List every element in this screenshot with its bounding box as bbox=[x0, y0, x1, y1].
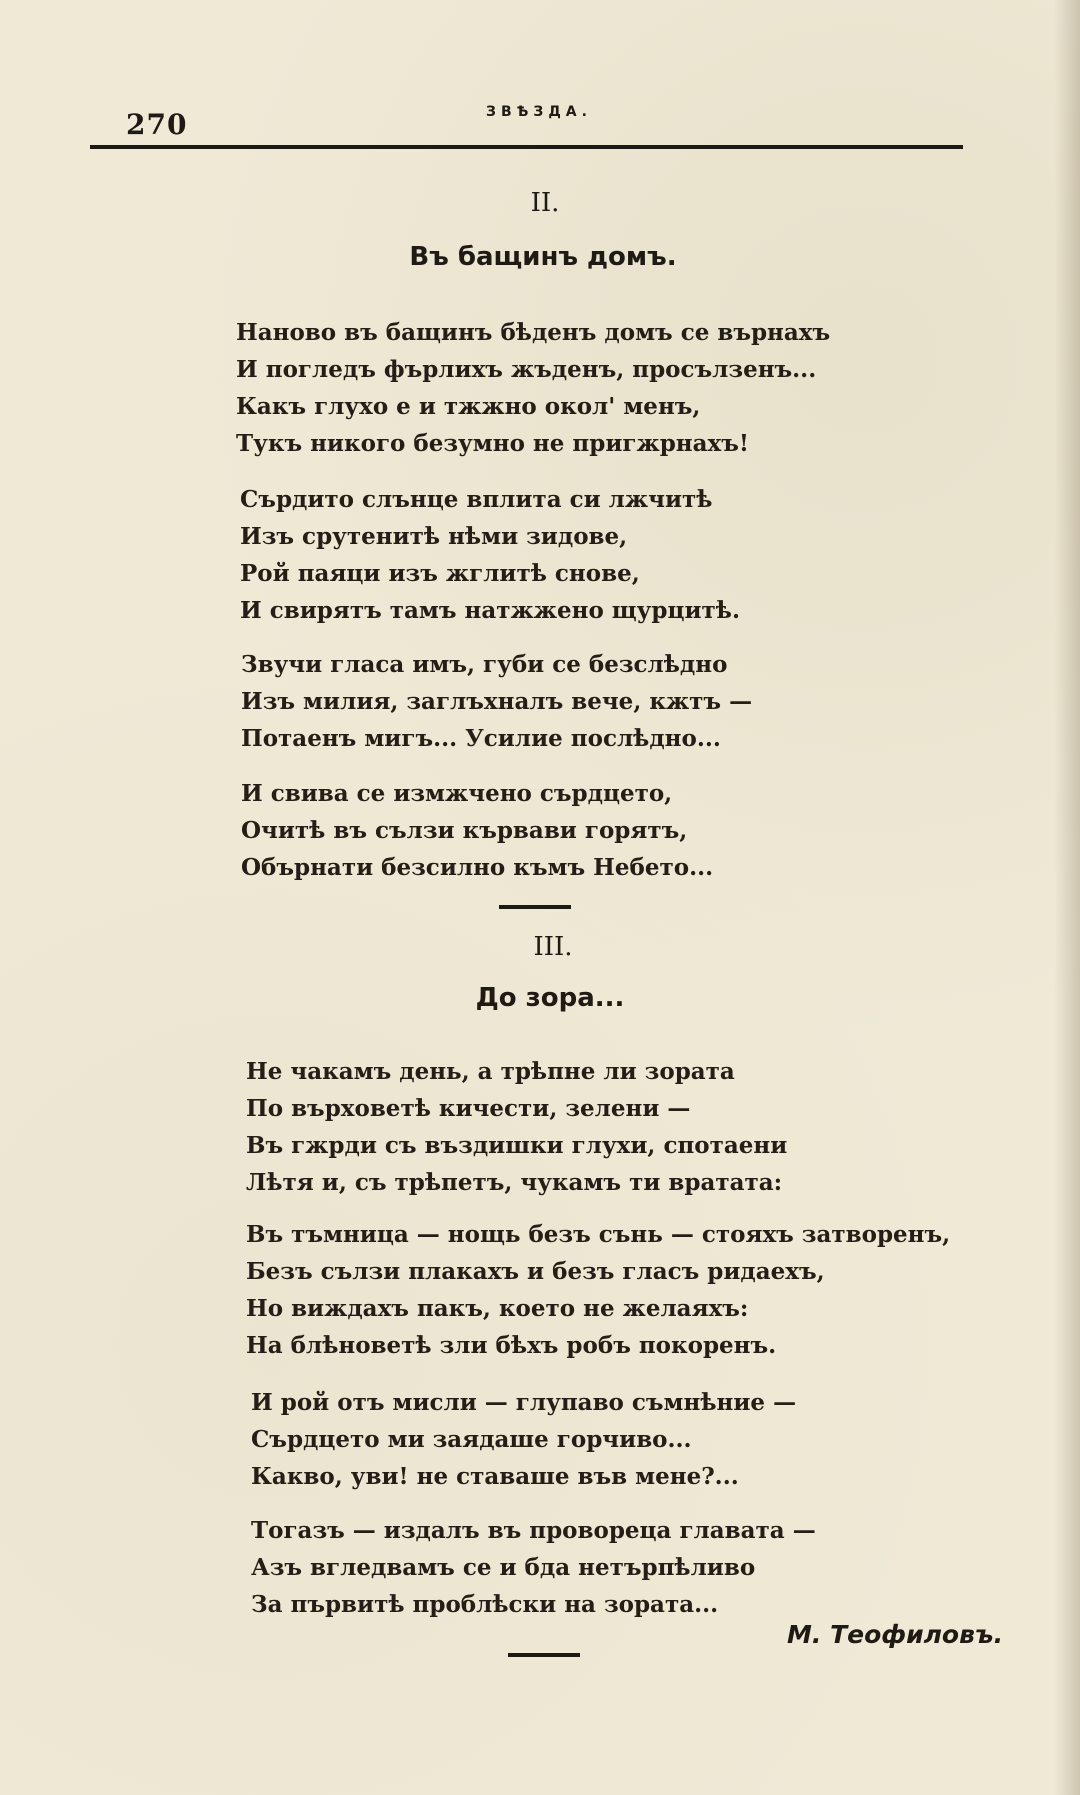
poem-line: Изъ срутенитѣ нѣми зидове, bbox=[240, 523, 628, 550]
poem-line: Какъ глухо е и тжжно окол' менъ, bbox=[236, 393, 701, 420]
poem-line: Тогазъ — издалъ въ проворецa главата — bbox=[251, 1517, 816, 1544]
poem-line: Не чакамъ день, а трѣпне ли зората bbox=[246, 1058, 735, 1085]
poem-3-stanza-4 bbox=[251, 1512, 816, 1623]
page-number: 270 bbox=[126, 108, 188, 141]
running-header-title: ЗВѢЗДА. bbox=[486, 104, 592, 120]
poem-line: Изъ милия, заглъхналъ вече, кжтъ — bbox=[241, 688, 753, 715]
poem-line: Въ тъмница — нощь безъ сънь — стояхъ затворенъ, bbox=[246, 1221, 951, 1248]
poem-title-do-zora: До зора... bbox=[475, 983, 625, 1013]
poem-3-stanza-2 bbox=[246, 1216, 950, 1364]
poem-line: Звучи гласа имъ, губи се безслѣдно bbox=[241, 651, 728, 678]
poem-3-stanza-1 bbox=[246, 1053, 787, 1201]
section-number-2: II. bbox=[530, 188, 560, 218]
poem-line: Какво, уви! не ставаше във мене?... bbox=[251, 1463, 739, 1490]
poem-line: Сърдцето ми заядаше горчиво... bbox=[251, 1426, 692, 1453]
poem-line: На блѣноветѣ зли бѣхъ робъ покоренъ. bbox=[246, 1332, 777, 1359]
poem-2-stanza-3 bbox=[241, 646, 752, 757]
poem-line: Рой паяци изъ жглитѣ снове, bbox=[240, 560, 640, 587]
poem-line: И погледъ фърлихъ жъденъ, просълзенъ... bbox=[236, 356, 817, 383]
section-divider-rule bbox=[499, 905, 571, 909]
poem-2-stanza-2 bbox=[240, 481, 740, 629]
poem-line: За първитѣ проблѣски на зората... bbox=[251, 1591, 719, 1618]
poem-line: И свирятъ тамъ натжжено щурцитѣ. bbox=[240, 597, 740, 624]
poem-line: Обърнати безсилно къмъ Небето... bbox=[241, 854, 714, 881]
poem-line: Сърдито слънце вплита си лжчитѣ bbox=[240, 486, 713, 513]
section-number-3: III. bbox=[533, 932, 573, 962]
poem-line: Безъ сълзи плакахъ и безъ гласъ ридаехъ, bbox=[246, 1258, 825, 1285]
poem-line: Азъ вгледвамъ се и бда нетърпѣливо bbox=[251, 1554, 756, 1581]
poem-line: И рой отъ мисли — глупаво съмнѣние — bbox=[251, 1389, 797, 1416]
poem-line: Потаенъ мигъ... Усилие послѣдно... bbox=[241, 725, 721, 752]
author-signature: М. Теофиловъ. bbox=[787, 1620, 1004, 1649]
poem-title-v-bashtin-dom: Въ бащинъ домъ. bbox=[409, 242, 677, 272]
poem-2-stanza-4 bbox=[241, 775, 713, 886]
poem-line: И свива се измжчено сърдцето, bbox=[241, 780, 673, 807]
poem-line: Наново въ бащинъ бѣденъ домъ се върнахъ bbox=[236, 319, 831, 346]
poem-line: Въ гжрди съ въздишки глухи, спотаени bbox=[246, 1132, 788, 1159]
poem-line: Тукъ никого безумно не пригжрнахъ! bbox=[236, 430, 749, 457]
poem-line: Очитѣ въ сълзи кървави горятъ, bbox=[241, 817, 688, 844]
poem-2-stanza-1 bbox=[236, 314, 830, 462]
header-rule bbox=[90, 145, 963, 149]
poem-line: Лѣтя и, съ трѣпетъ, чукамъ ти вратата: bbox=[246, 1169, 783, 1196]
poem-3-stanza-3 bbox=[251, 1384, 796, 1495]
poem-line: По върховетѣ кичести, зелени — bbox=[246, 1095, 691, 1122]
poem-line: Но виждахъ пакъ, което не желаяхъ: bbox=[246, 1295, 749, 1322]
end-rule bbox=[508, 1653, 580, 1657]
